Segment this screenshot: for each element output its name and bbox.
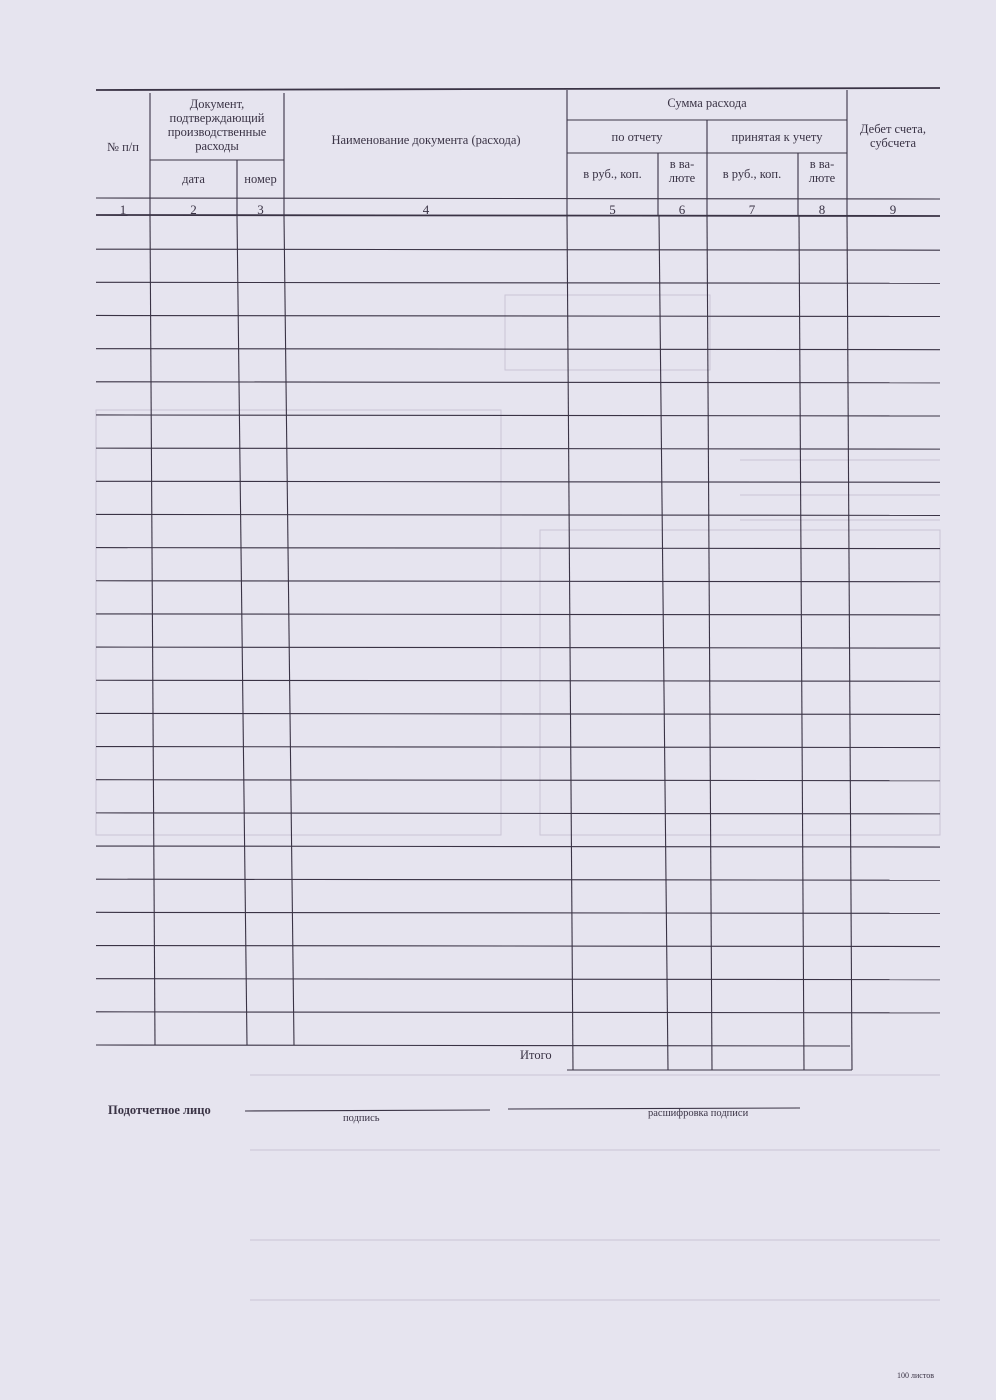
header-date: дата [182,172,205,186]
column-number-3: 3 [257,202,264,217]
table-row-line [96,846,940,847]
table-row-line [96,680,940,681]
table-row-line [96,282,940,283]
accountable-person-label: Подотчетное лицо [108,1103,211,1117]
table-row-line [96,581,940,582]
column-number-4: 4 [422,202,430,217]
table-row-line [96,747,940,748]
totals-label: Итого [520,1048,552,1062]
header-currency-accepted: в ва- люте [808,157,836,185]
table-row-line [96,647,940,648]
signature-decode-caption: расшифровка подписи [648,1108,749,1119]
column-number-5: 5 [609,202,616,217]
header-doc-number: номер [244,172,277,186]
table-row-line [96,481,940,482]
table-row-line [96,548,940,549]
column-number-9: 9 [889,202,897,217]
show-through-lines [96,295,940,1300]
column-number-1: 1 [119,202,127,217]
table-row-line [96,382,940,383]
table-row-line [96,979,940,980]
signature-caption: подпись [343,1113,380,1124]
header-document-name: Наименование документа (расхода) [331,133,521,147]
body-vline-2 [237,216,247,1045]
header-accepted: принятая к учету [731,130,823,144]
table-row-line [96,1012,940,1013]
header-sum-group: Сумма расхода [667,96,747,110]
header-bottom-line [96,198,940,199]
body-vline-5 [659,216,668,1070]
header-rub-kop-accepted: в руб., коп. [722,167,782,181]
body-vline-8 [847,216,852,1070]
table-row-line [96,415,940,416]
signature-line [245,1110,490,1111]
table-top-line [96,88,940,90]
column-number-8: 8 [818,202,826,217]
table-row-line [96,912,940,913]
table-row-line [96,448,940,449]
column-number-7: 7 [748,202,756,217]
header-currency-report: в ва- люте [668,157,696,185]
table-row-line [96,614,940,615]
body-vline-1 [150,216,155,1045]
table-row-line [96,1045,850,1046]
table-row-line [96,249,940,250]
header-rub-kop-report: в руб., коп. [583,167,642,181]
column-number-6: 6 [678,202,686,217]
table-row-line [96,713,940,714]
body-vline-7 [799,216,804,1070]
table-row-line [96,514,940,515]
body-vline-3 [284,216,294,1045]
table-row-line [96,349,940,350]
header-document-group: Документ, подтверждающий производственные расходы [167,97,267,153]
table-row-line [96,315,940,316]
sheet-count: 100 листов [897,1371,934,1380]
header-by-report: по отчету [611,130,663,144]
header-debit: Дебет счета, субсчета [860,122,926,150]
table-row-line [96,879,940,880]
header-number: № п/п [107,140,139,154]
table-row-line [96,946,940,947]
column-number-2: 2 [190,202,197,217]
table-row-line [96,813,940,814]
body-vline-4 [567,216,573,1070]
table-row-line [96,780,940,781]
